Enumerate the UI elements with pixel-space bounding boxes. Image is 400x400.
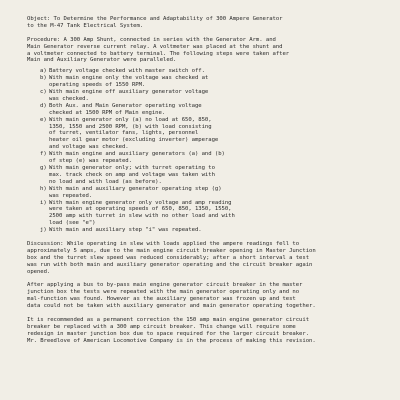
step-text-line: With main engine and auxiliary generators (a) and (b): [49, 151, 225, 158]
procedure-step: [40, 75, 378, 89]
step-label: e): [40, 116, 47, 123]
step-text-line: operating speeds of 1550 RPM.: [49, 82, 146, 89]
discussion-paragraph: [27, 241, 378, 276]
recommendation-line: breaker be replaced with a 300 amp circuit breaker. This change will require some: [27, 323, 296, 330]
step-text: [49, 75, 208, 89]
bypass-line: mal-function was found. However as the auxiliary generator was frozen up and test: [27, 296, 296, 303]
step-text: [49, 227, 202, 234]
procedure-step: [40, 103, 378, 117]
step-text-line: With main and auxiliary step "i" was repeated.: [49, 227, 202, 234]
objective-paragraph: [27, 16, 378, 30]
step-label: f): [40, 151, 47, 158]
step-label: g): [40, 165, 47, 172]
bypass-line: After applying a bus to by-pass main engine generator circuit breaker in the master: [27, 282, 303, 289]
discussion-line: opened.: [27, 268, 51, 275]
step-text: [49, 200, 235, 228]
step-text-line: With main generator only; with turret operating to: [49, 165, 215, 172]
step-text-line: 1350, 1550 and 2500 RPM, (b) with load consisting: [49, 123, 212, 130]
objective-line: Object: To Determine the Performance and Adaptability of 300 Ampere Generator: [27, 16, 283, 22]
step-text-line: Both Aux. and Main Generator operating voltage: [49, 102, 202, 109]
step-text-line: With main generator only (a) no load at 650, 850,: [49, 116, 212, 123]
step-label: h): [40, 185, 47, 192]
discussion-line: Discussion: While operating in slew with loads applied the ampere readings fell to: [27, 240, 300, 247]
step-text-line: With main and auxiliary generator operating step (g): [49, 185, 222, 192]
step-text: [49, 117, 218, 152]
procedure-step: [40, 68, 378, 75]
procedure-line: Procedure: A 300 Amp Shunt, connected in series with the Generator Arm. and: [27, 36, 276, 43]
procedure-steps-list: [27, 68, 378, 234]
step-text-line: were taken at operating speeds of 650, 850, 1350, 1550,: [49, 206, 232, 213]
discussion-line: approximately 5 amps, due to the main engine circuit breaker opening in Master Junction: [27, 247, 316, 254]
procedure-line: Main and Auxiliary Generator were paralleled.: [27, 57, 177, 64]
procedure-step: [40, 117, 378, 152]
bypass-line: data could not be taken with auxiliary generator and main generator operating together.: [27, 303, 316, 310]
recommendation-line: Mr. Breedlove of American Locomotive Company is in the process of making this revision.: [27, 337, 316, 344]
recommendation-line: redesign in master junction box due to space required for the larger circuit breaker.: [27, 330, 310, 337]
procedure-step: [40, 89, 378, 103]
step-text-line: With main engine off auxiliary generator voltage: [49, 89, 209, 96]
procedure-step: [40, 151, 378, 165]
step-label: j): [40, 227, 47, 234]
step-text: [49, 151, 225, 165]
step-label: a): [40, 68, 47, 75]
step-label: c): [40, 89, 47, 96]
procedure-line: Main Generator reverse current relay. A voltmeter was placed at the shunt and: [27, 43, 283, 50]
procedure-step: [40, 186, 378, 200]
step-text-line: of turret, ventilator fans, lights, personnel: [49, 130, 199, 137]
procedure-step: [40, 200, 378, 228]
step-text-line: and voltage was checked.: [49, 144, 129, 151]
step-text-line: load (see "e"): [49, 220, 96, 227]
step-label: b): [40, 75, 47, 82]
objective-line: to the M-47 Tank Electrical System.: [27, 22, 144, 29]
discussion-line: was run with both main and auxiliary generator operating and the circuit breaker again: [27, 261, 313, 268]
step-text-line: heater oil gear motor (excluding inverter) amperage: [49, 137, 219, 144]
step-label: d): [40, 102, 47, 109]
recommendation-line: It is recommended as a permanent correction the 150 amp main engine generator circuit: [27, 316, 310, 323]
bypass-line: junction box the tests were repeated with the main generator operating only and no: [27, 289, 300, 296]
step-text-line: no load and with load (as before).: [49, 178, 162, 185]
step-text-line: With main engine generator only voltage and amp reading: [49, 199, 232, 206]
step-text: [49, 165, 215, 186]
step-text-line: of step (e) was repeated.: [49, 158, 132, 165]
step-text-line: was checked.: [49, 95, 89, 102]
step-text-line: max. track check on amp and voltage was taken with: [49, 171, 215, 178]
procedure-step: [40, 227, 378, 234]
bypass-paragraph: [27, 282, 378, 310]
step-text-line: checked at 1500 RPM of Main engine.: [49, 109, 166, 116]
step-text-line: was repeated.: [49, 192, 93, 199]
step-text: [49, 89, 208, 103]
step-text: [49, 68, 205, 75]
step-text-line: With main engine only the voltage was checked at: [49, 75, 209, 82]
step-label: i): [40, 199, 47, 206]
step-text: [49, 103, 202, 117]
procedure-step: [40, 165, 378, 186]
procedure-line: a voltmeter connected to battery terminal. The following steps were taken after: [27, 50, 290, 57]
discussion-line: box and the turret slew speed was reduced considerably; after a short interval a test: [27, 254, 310, 261]
step-text-line: Battery voltage checked with master switch off.: [49, 68, 205, 75]
step-text-line: 2500 amp with turret in slew with no other load and with: [49, 213, 235, 220]
recommendation-paragraph: [27, 317, 378, 345]
procedure-paragraph: [27, 37, 378, 65]
step-text: [49, 186, 222, 200]
